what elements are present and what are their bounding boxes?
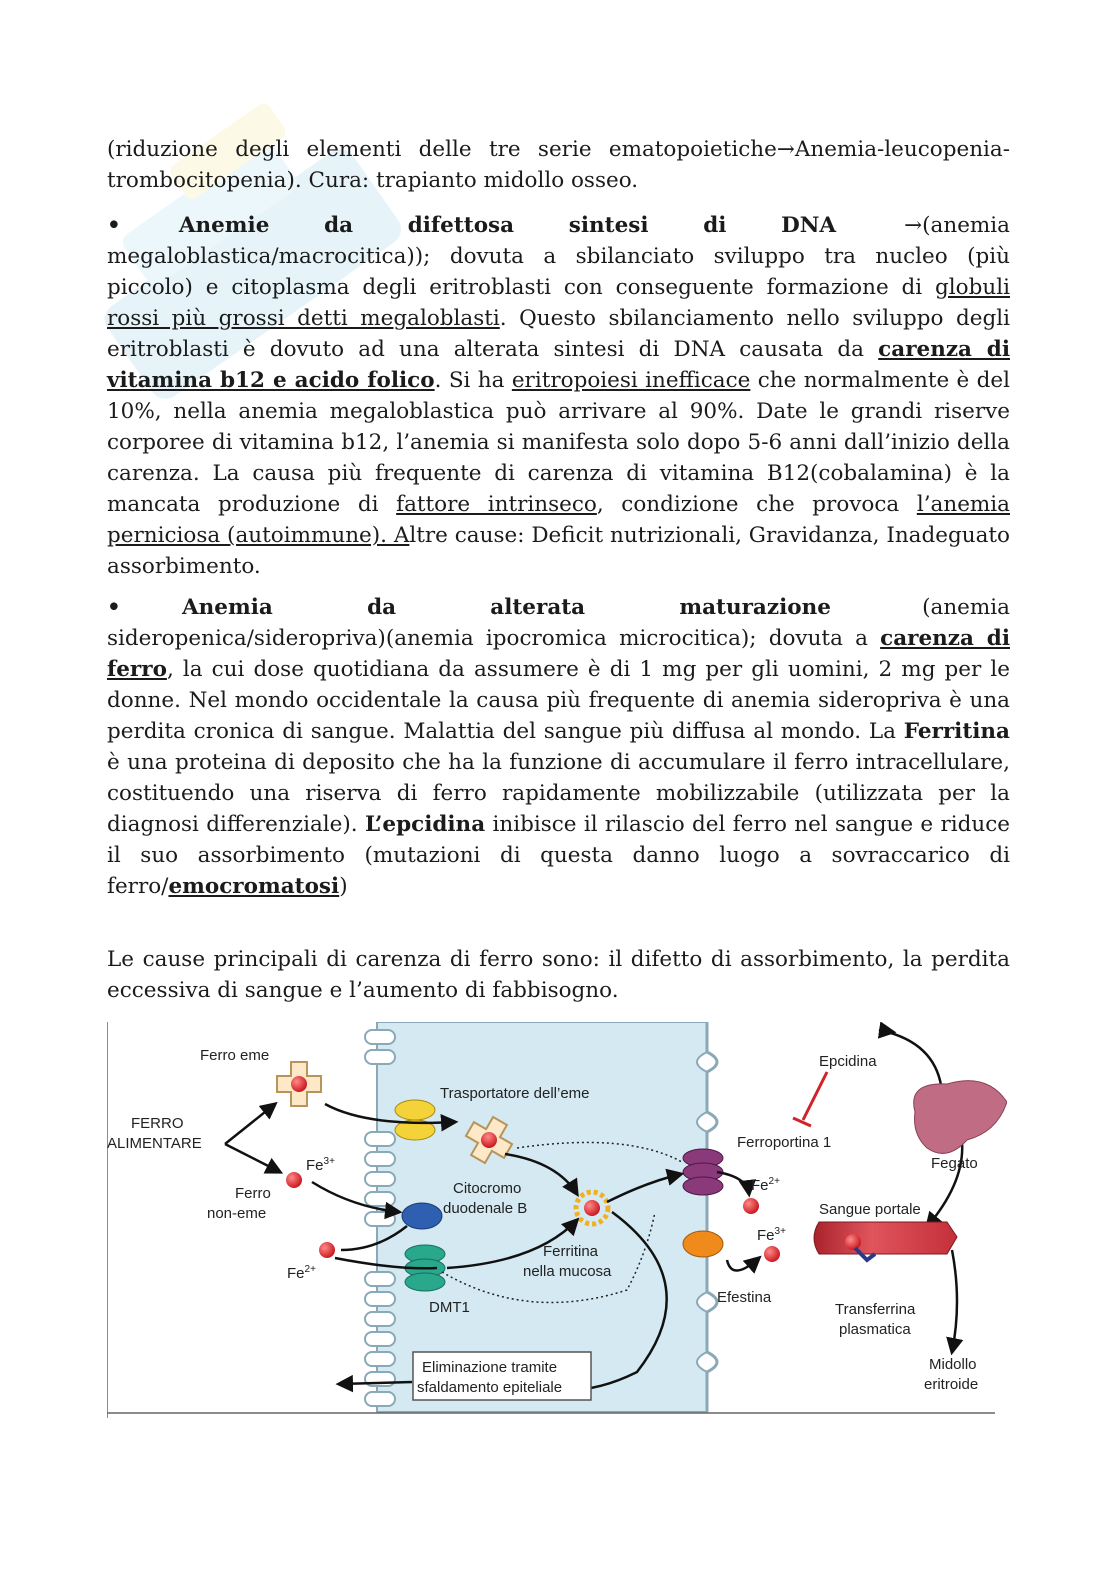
- label-citocromo-2: duodenale B: [443, 1200, 528, 1217]
- bold-epcidina: L’epcidina: [364, 812, 486, 837]
- label-midollo-2: eritroide: [924, 1376, 979, 1393]
- bullet-arrow-text: →(anemia: [904, 213, 1010, 238]
- bullet-dna-synthesis: [107, 210, 1010, 582]
- label-fe3: $Fe^{3+}$: [306, 1156, 335, 1174]
- underlined-fattore: fattore intrinseco: [396, 492, 597, 517]
- label-ferro-alimentare-2: ALIMENTARE: [107, 1135, 202, 1152]
- intro-paragraph: [107, 134, 1010, 196]
- bullet-iron-deficiency: [107, 592, 1010, 902]
- bullet-heading: [107, 210, 1010, 241]
- basolateral-membrane: [707, 1022, 717, 1412]
- label-ferritina-1: Ferritina: [543, 1243, 599, 1260]
- label-ferroportina: Ferroportina 1: [737, 1134, 832, 1151]
- heme-molecule-icon: [277, 1062, 321, 1106]
- bullet-icon: •: [107, 595, 121, 620]
- bullet-paren-text: (anemia: [922, 595, 1010, 620]
- hepcidin-inhibition-icon: [793, 1072, 827, 1126]
- label-trasportatore: Trasportatore dell’eme: [440, 1085, 590, 1102]
- bold-carenza-b12: carenza di vitamina b12 e acido folico: [107, 337, 1010, 393]
- label-ferritina-2: nella mucosa: [523, 1263, 612, 1280]
- fe3-ion-icon: [286, 1172, 302, 1188]
- bullet-title: Anemie da difettosa sintesi di DNA: [178, 213, 837, 238]
- label-eliminazione-2: sfaldamento epiteliale: [417, 1379, 563, 1396]
- bullet-body: megaloblastica/macrocitica)); dovuta a sbilanciato sviluppo tra nucleo (più piccolo) e citoplasma degli eritroblasti con conseguente formazione di globuli rossi più grossi detti megaloblasti. Questo sbilanciamento nello sviluppo degli eritroblasti è dovuto ad una alterata sintesi di DNA causata da carenza di vitamina b12 e acido folico. Si ha eritropoiesi inefficace che normalmente è del 10%, nella anemia megaloblastica può arrivare al 90%. Date le grandi riserve corporee di vitamina b12, l’anemia si manifesta solo dopo 5-6 anni dall’inizio della carenza. La causa più frequente di carenza di vitamina B12(cobalamina) è la mancata produzione di fattore intrinseco, condizione che provoca l’anemia perniciosa (autoimmune). Altre cause: Deficit nutrizionali, Gravidanza, Inadeguato assorbimento.: [107, 244, 1011, 579]
- label-ferro-noneme-2: non-eme: [207, 1205, 267, 1222]
- intro-line-1: (riduzione degli elementi delle tre serie ematopoietiche→Anemia-leucopenia-: [107, 137, 1010, 162]
- label-dmt1: DMT1: [429, 1299, 470, 1316]
- bold-carenza-ferro: carenza di ferro: [107, 626, 1010, 682]
- bullet-title: Anemia da alterata maturazione: [181, 595, 831, 620]
- label-ferro-eme: Ferro eme: [200, 1047, 270, 1064]
- label-fe3b: $Fe^{3+}$: [757, 1226, 786, 1244]
- label-ferro-alimentare-1: FERRO: [131, 1115, 184, 1132]
- label-ferro-noneme-1: Ferro: [235, 1185, 271, 1202]
- elimination-box: [413, 1352, 591, 1400]
- hephaestin-icon: [683, 1231, 723, 1257]
- causes-text: Le cause principali di carenza di ferro sono: il difetto di assorbimento, la perdita eccessiva di sangue e l’aumento di fabbisogno.: [107, 947, 1010, 1003]
- label-fe2: $Fe^{2+}$: [287, 1264, 316, 1282]
- label-eliminazione-1: Eliminazione tramite: [422, 1359, 558, 1376]
- bullet-heading: [107, 592, 1010, 623]
- label-efestina: Efestina: [717, 1289, 772, 1306]
- iron-absorption-diagram: [107, 1022, 1007, 1420]
- label-fe2b: $Fe^{2+}$: [751, 1176, 780, 1194]
- label-sangue-portale: Sangue portale: [819, 1201, 921, 1218]
- fe2-ion-icon: [319, 1242, 335, 1258]
- cytochrome-b-icon: [402, 1203, 442, 1229]
- fe3-ion-icon: [764, 1246, 780, 1262]
- underlined-eritropoiesi: eritropoiesi inefficace: [511, 368, 751, 393]
- intro-line-2: trombocitopenia). Cura: trapianto midollo osseo.: [107, 168, 639, 193]
- fe2-ion-icon: [743, 1198, 759, 1214]
- label-transferrina-1: Transferrina: [835, 1301, 916, 1318]
- portal-vessel-icon: [814, 1222, 957, 1260]
- label-fegato: Fegato: [931, 1155, 978, 1172]
- underlined-perniciosa: l’anemia perniciosa (autoimmune). A: [107, 492, 1010, 548]
- bullet-icon: •: [107, 213, 121, 238]
- label-midollo-1: Midollo: [929, 1356, 977, 1373]
- liver-icon: [914, 1081, 1007, 1154]
- bold-ferritina: Ferritina: [903, 719, 1010, 744]
- bullet-body: sideropenica/sideropriva)(anemia ipocromica microcitica); dovuta a carenza di ferro, la cui dose quotidiana da assumere è di 1 mg per gli uomini, 2 mg per le donne. Nel mondo occidentale la causa più frequente di anemia sideropriva è una perdita cronica di sangue. Malattia del sangue più diffusa al mondo. La Ferritina è una proteina di deposito che ha la funzione di accumulare il ferro intracellulare, costituendo una riserva di ferro rapidamente mobilizzabile (utilizzata per la diagnosi differenziale). L’epcidina inibisce il rilascio del ferro nel sangue e riduce il suo assorbimento (mutazioni di questa danno luogo a sovraccarico di ferro/emocromatosi): [107, 626, 1010, 899]
- label-citocromo-1: Citocromo: [453, 1180, 522, 1197]
- bold-emocromatosi: emocromatosi: [168, 874, 340, 899]
- label-transferrina-2: plasmatica: [839, 1321, 911, 1338]
- causes-paragraph: [107, 944, 1010, 1006]
- label-epcidina: Epcidina: [819, 1053, 877, 1070]
- underlined-megaloblasti: globuli rossi più grossi detti megaloblasti: [107, 275, 1010, 331]
